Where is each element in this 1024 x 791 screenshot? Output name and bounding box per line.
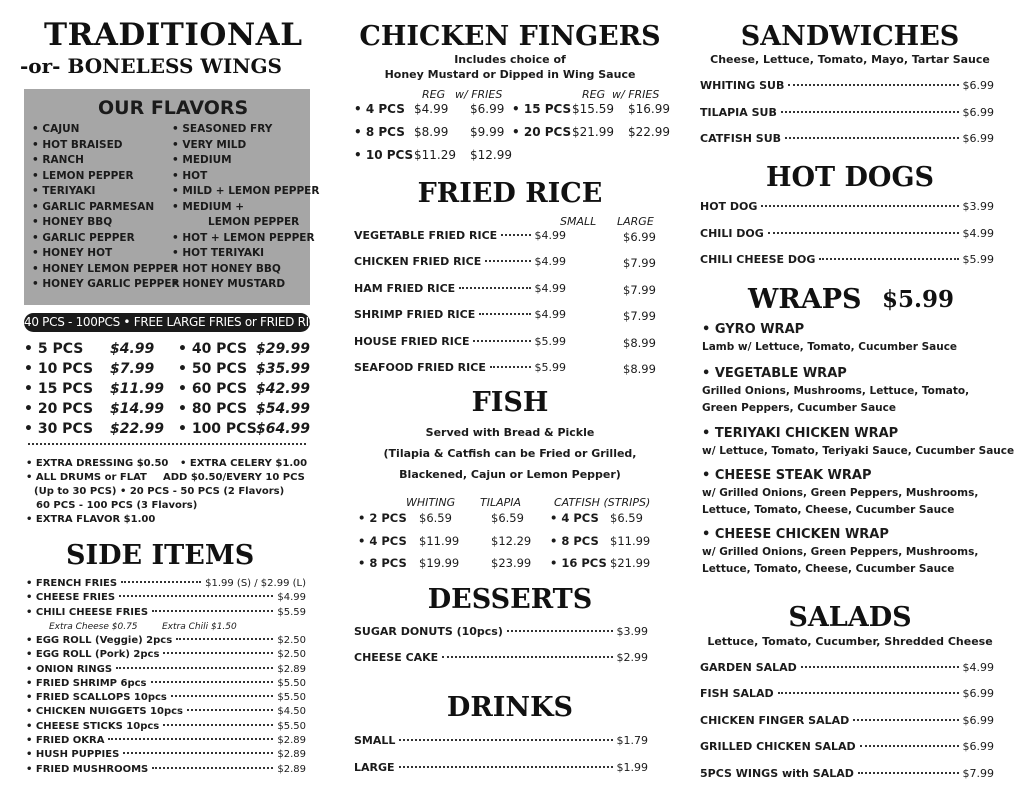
wing-size-price: $35.99 xyxy=(256,361,311,377)
rice-row xyxy=(354,255,566,268)
fingers-fries: $16.99 xyxy=(628,102,670,116)
side-item-price: $5.50 xyxy=(277,720,306,732)
wing-size-price: $42.99 xyxy=(256,381,311,397)
extra-cheese-note: Extra Cheese $0.75 xyxy=(49,622,138,632)
sandwich-name: TILAPIA SUB xyxy=(700,105,777,119)
flavor-item: • HONEY LEMON PEPPER xyxy=(32,262,179,275)
dessert-leader xyxy=(442,656,612,658)
side-item-price: $1.99 (S) / $2.99 (L) xyxy=(205,578,306,589)
salad-leader xyxy=(853,719,958,721)
flavor-item: • LEMON PEPPER xyxy=(32,169,134,182)
rice-row xyxy=(354,308,566,321)
rice-leader xyxy=(459,287,530,289)
fish-sub2: (Tilapia & Catfish can be Fried or Grilled, xyxy=(383,447,637,460)
fingers-reg-head: REG xyxy=(422,88,446,101)
hot-dog-row xyxy=(700,253,994,266)
side-item-name: • EGG ROLL (Pork) 2pcs xyxy=(26,649,160,661)
rice-large-price: $7.99 xyxy=(623,309,656,324)
salads-sub: Lettuce, Tomato, Cucumber, Shredded Cheese xyxy=(707,635,993,648)
side-item-row xyxy=(26,649,306,660)
side-item-name: • FRIED OKRA xyxy=(26,735,105,746)
fish-catfish: $6.59 xyxy=(610,511,643,525)
fingers-sub1: Includes choice of xyxy=(454,53,566,66)
side-item-price: $5.59 xyxy=(277,606,306,618)
side-item-leader xyxy=(163,724,273,726)
flavor-item: • MILD + LEMON PEPPER xyxy=(172,185,320,197)
rice-name: VEGETABLE FRIED RICE xyxy=(354,229,498,242)
drink-name: SMALL xyxy=(354,734,396,747)
salad-row xyxy=(700,767,994,780)
salad-price: $4.99 xyxy=(962,661,994,674)
flavor-item: • HOT TERIYAKI xyxy=(172,247,264,259)
hot-dogs-title: HOT DOGS xyxy=(765,162,934,193)
fingers-fries: $6.99 xyxy=(470,102,505,116)
fingers-fries: $12.99 xyxy=(470,148,512,162)
side-item-price: $2.50 xyxy=(277,634,306,646)
side-item-name: • FRIED MUSHROOMS xyxy=(26,763,149,775)
side-item-row xyxy=(26,735,306,746)
wing-size-pcs: • 100 PCS xyxy=(178,421,257,437)
dessert-price: $2.99 xyxy=(616,651,648,664)
flavor-item: • SEASONED FRY xyxy=(172,123,273,135)
fish-sub1: Served with Bread & Pickle xyxy=(425,426,595,439)
rice-small-price: $4.99 xyxy=(534,308,566,322)
salad-leader xyxy=(801,666,959,668)
sandwich-row xyxy=(700,132,994,145)
rice-row xyxy=(354,229,566,242)
salad-price: $7.99 xyxy=(962,766,994,780)
hot-dog-name: HOT DOG xyxy=(700,200,758,213)
side-item-row xyxy=(26,592,306,603)
flavor-item: • GARLIC PEPPER xyxy=(32,231,135,244)
wing-size-pcs: • 60 PCS xyxy=(178,381,248,397)
desserts-title: DESSERTS xyxy=(427,584,593,615)
side-item-name: • HUSH PUPPIES xyxy=(26,749,120,761)
sandwich-name: WHITING SUB xyxy=(700,79,785,92)
flavor-rule-2: 60 PCS - 100 PCS (3 Flavors) xyxy=(36,500,198,511)
side-item-name: • FRIED SHRIMP 6pcs xyxy=(26,677,147,689)
flavor-item: • HOT HONEY BBQ xyxy=(172,262,281,275)
side-item-leader xyxy=(176,638,273,640)
rice-leader xyxy=(473,340,530,342)
side-item-row xyxy=(26,706,306,717)
wrap-name: • CHEESE CHICKEN WRAP xyxy=(702,527,889,542)
fingers-reg: $4.99 xyxy=(414,102,449,116)
rice-large-price: $7.99 xyxy=(623,282,656,297)
side-item-row xyxy=(26,764,306,775)
rice-leader xyxy=(485,260,530,262)
fish-pcs: • 4 PCS xyxy=(358,533,407,548)
flavor-item: • HONEY BBQ xyxy=(32,216,113,228)
extra-dressing: • EXTRA DRESSING $0.50 xyxy=(26,458,169,469)
salad-row xyxy=(700,714,994,727)
fish-whiting: $6.59 xyxy=(419,511,452,525)
drink-price: $1.79 xyxy=(616,734,648,747)
rice-small-price: $4.99 xyxy=(534,281,566,295)
salad-leader xyxy=(778,692,959,694)
wrap-desc: w/ Grilled Onions, Green Peppers, Mushrooms, xyxy=(702,487,979,499)
rice-row xyxy=(354,361,566,374)
sandwich-price: $6.99 xyxy=(962,132,994,145)
side-item-row xyxy=(26,578,306,589)
flavor-item: • GARLIC PARMESAN xyxy=(32,200,155,213)
side-item-row xyxy=(26,721,306,732)
flavor-item: • HOT BRAISED xyxy=(32,138,123,151)
hot-dog-price: $5.99 xyxy=(962,253,994,266)
fish-tilapia: $6.59 xyxy=(491,511,524,525)
wraps-price: $5.99 xyxy=(882,286,955,313)
hot-dog-price: $4.99 xyxy=(962,226,994,240)
rice-name: HAM FRIED RICE xyxy=(354,281,456,295)
fingers-pcs: • 15 PCS xyxy=(512,102,572,116)
side-item-leader xyxy=(119,595,273,597)
fried-rice-title: FRIED RICE xyxy=(417,178,603,209)
side-item-price: $2.89 xyxy=(277,735,306,746)
wrap-desc: w/ Lettuce, Tomato, Teriyaki Sauce, Cucumber Sauce xyxy=(702,445,1015,457)
wing-size-pcs: • 40 PCS xyxy=(178,341,248,357)
side-item-leader xyxy=(152,767,273,769)
wraps-title: WRAPS xyxy=(748,284,862,315)
wings-column xyxy=(0,0,335,791)
wrap-name: • CHEESE STEAK WRAP xyxy=(702,468,872,483)
rice-row xyxy=(354,282,566,295)
drink-leader xyxy=(399,739,612,741)
rice-small-price: $4.99 xyxy=(534,255,566,269)
rice-large-price: $6.99 xyxy=(623,230,656,244)
side-item-name: • CHEESE FRIES xyxy=(26,592,116,604)
side-item-leader xyxy=(152,610,273,612)
side-item-name: • FRENCH FRIES xyxy=(26,578,118,589)
rice-small-price: $5.99 xyxy=(534,361,566,374)
wing-size-pcs: • 5 PCS xyxy=(24,341,84,357)
flavor-item: • HOT + LEMON PEPPER xyxy=(172,231,315,244)
drink-row xyxy=(354,761,648,774)
dessert-name: SUGAR DONUTS (10pcs) xyxy=(354,625,503,638)
side-item-name: • FRIED SCALLOPS 10pcs xyxy=(26,692,167,704)
rice-leader xyxy=(490,366,531,368)
dessert-row xyxy=(354,625,648,638)
salad-leader xyxy=(860,745,959,747)
side-item-price: $2.89 xyxy=(277,749,306,761)
salad-leader xyxy=(858,772,959,774)
side-item-price: $4.50 xyxy=(277,706,306,718)
drink-row xyxy=(354,734,648,747)
wrap-name: • GYRO WRAP xyxy=(702,322,805,337)
fingers-pcs: • 10 PCS xyxy=(354,148,414,162)
rice-row xyxy=(354,335,566,348)
side-item-row xyxy=(26,692,306,703)
wing-size-price: $64.99 xyxy=(256,421,311,437)
wing-size-price: $14.99 xyxy=(110,401,165,417)
wrap-desc: w/ Grilled Onions, Green Peppers, Mushrooms, xyxy=(702,546,979,558)
wing-size-price: $11.99 xyxy=(110,381,165,397)
side-item-leader xyxy=(121,581,201,583)
fish-catfish-pcs: • 4 PCS xyxy=(550,511,599,525)
wing-size-pcs: • 30 PCS xyxy=(24,421,94,437)
wing-size-price: $29.99 xyxy=(256,341,311,357)
wrap-desc: Lamb w/ Lettuce, Tomato, Cucumber Sauce xyxy=(702,341,958,353)
side-item-name: • CHICKEN NUIGGETS 10pcs xyxy=(26,706,183,718)
fingers-pcs: • 8 PCS xyxy=(354,125,405,139)
wrap-name: • TERIYAKI CHICKEN WRAP xyxy=(702,426,899,441)
fish-catfish-pcs: • 16 PCS xyxy=(550,556,607,570)
hot-dog-price: $3.99 xyxy=(962,200,994,213)
drink-leader xyxy=(399,766,613,768)
promo-banner: 40 PCS - 100PCS • FREE LARGE FRIES or FRIED RICE xyxy=(24,313,310,332)
middle-column xyxy=(340,0,680,791)
sandwich-leader xyxy=(785,137,958,139)
flavor-item: • RANCH xyxy=(32,154,84,166)
hot-dog-leader xyxy=(761,205,958,207)
rice-large-price: $7.99 xyxy=(623,256,656,271)
rice-name: SEAFOOD FRIED RICE xyxy=(354,361,486,374)
fish-pcs: • 8 PCS xyxy=(358,556,407,570)
rice-leader xyxy=(501,234,530,236)
rice-large-price: $8.99 xyxy=(623,335,656,350)
dessert-name: CHEESE CAKE xyxy=(354,651,439,664)
wing-size-pcs: • 20 PCS xyxy=(24,401,94,417)
flavor-item: • HONEY MUSTARD xyxy=(172,278,286,290)
fingers-fries-head: w/ FRIES xyxy=(455,88,503,101)
side-item-row xyxy=(26,635,306,646)
wings-subtitle: -or- BONELESS WINGS xyxy=(20,54,283,78)
fish-catfish: $21.99 xyxy=(610,556,651,570)
rice-small-price: $4.99 xyxy=(534,229,566,242)
wings-title: TRADITIONAL xyxy=(44,17,303,53)
fish-tilapia: $12.29 xyxy=(491,533,532,548)
fingers-fries-head-2: w/ FRIES xyxy=(612,88,660,101)
salad-row xyxy=(700,687,994,700)
rice-name: HOUSE FRIED RICE xyxy=(354,334,470,348)
wing-size-pcs: • 15 PCS xyxy=(24,381,94,397)
sandwich-leader xyxy=(781,111,959,113)
flavor-item: • CAJUN xyxy=(32,123,80,135)
hot-dog-row xyxy=(700,227,994,240)
side-item-row xyxy=(26,678,306,689)
side-item-name: • EGG ROLL (Veggie) 2pcs xyxy=(26,634,173,646)
wing-size-price: $22.99 xyxy=(110,421,165,437)
wing-size-price: $4.99 xyxy=(110,341,155,357)
sandwich-price: $6.99 xyxy=(962,105,994,119)
fish-whiting: $19.99 xyxy=(419,556,460,570)
fingers-fries: $22.99 xyxy=(628,125,670,139)
salad-name: CHICKEN FINGER SALAD xyxy=(700,713,850,727)
side-item-price: $2.89 xyxy=(277,763,306,775)
flavor-item: • HONEY GARLIC PEPPER xyxy=(32,278,180,290)
fingers-pcs: • 20 PCS xyxy=(512,125,572,139)
sandwiches-title: SANDWICHES xyxy=(740,21,960,52)
fingers-reg: $8.99 xyxy=(414,125,449,139)
fish-catfish-pcs: • 8 PCS xyxy=(550,533,599,548)
hot-dog-row xyxy=(700,200,994,213)
hot-dog-name: CHILI DOG xyxy=(700,226,764,240)
salad-row xyxy=(700,661,994,674)
wing-size-pcs: • 10 PCS xyxy=(24,361,94,377)
drinks-title: DRINKS xyxy=(446,692,574,723)
rice-name: SHRIMP FRIED RICE xyxy=(354,308,476,322)
side-item-leader xyxy=(163,652,273,654)
side-item-price: $5.50 xyxy=(277,677,306,689)
fingers-reg: $15.59 xyxy=(572,102,614,116)
wrap-desc: Green Peppers, Cucumber Sauce xyxy=(702,401,896,414)
fish-tilapia: $23.99 xyxy=(491,556,532,570)
fingers-reg: $11.29 xyxy=(414,148,456,162)
sandwich-row xyxy=(700,106,994,119)
salad-name: GRILLED CHICKEN SALAD xyxy=(700,740,856,754)
fingers-fries: $9.99 xyxy=(470,125,505,139)
side-items-title: SIDE ITEMS xyxy=(66,540,255,571)
flavor-item: • VERY MILD xyxy=(172,138,247,151)
wing-size-pcs: • 80 PCS xyxy=(178,401,248,417)
sandwich-price: $6.99 xyxy=(962,79,994,92)
salad-price: $6.99 xyxy=(962,740,994,754)
flavor-item: • MEDIUM xyxy=(172,154,232,166)
fingers-sub2: Honey Mustard or Dipped in Wing Sauce xyxy=(384,68,636,81)
side-item-leader xyxy=(171,695,273,697)
rice-small-price: $5.99 xyxy=(534,334,566,348)
fish-tilapia-head: TILAPIA xyxy=(480,496,522,509)
fish-whiting: $11.99 xyxy=(419,533,460,548)
right-column xyxy=(690,0,1024,791)
flavor-item: • MEDIUM + xyxy=(172,200,245,213)
flavor-item: • HONEY HOT xyxy=(32,247,113,259)
hot-dog-name: CHILI CHEESE DOG xyxy=(700,253,816,266)
wrap-desc: Lettuce, Tomato, Cheese, Cucumber Sauce xyxy=(702,562,955,575)
fish-pcs: • 2 PCS xyxy=(358,511,407,525)
rice-leader xyxy=(479,313,530,315)
salad-name: 5PCS WINGS with SALAD xyxy=(700,766,854,780)
fish-catfish-head: CATFISH (STRIPS) xyxy=(554,496,651,509)
wrap-desc: Grilled Onions, Mushrooms, Lettuce, Tomato, xyxy=(702,385,970,397)
dessert-price: $3.99 xyxy=(616,625,648,638)
side-item-price: $5.50 xyxy=(277,692,306,704)
side-item-row xyxy=(26,664,306,675)
wing-size-price: $7.99 xyxy=(110,361,155,377)
side-item-leader xyxy=(123,752,273,754)
side-item-name: • ONION RINGS xyxy=(26,663,113,675)
sandwich-name: CATFISH SUB xyxy=(700,132,782,145)
salads-title: SALADS xyxy=(788,602,912,633)
rice-large-price: $8.99 xyxy=(623,362,656,376)
fish-whiting-head: WHITING xyxy=(406,496,456,509)
side-item-price: $4.99 xyxy=(277,592,306,604)
fish-catfish: $11.99 xyxy=(610,533,651,548)
wing-size-pcs: • 50 PCS xyxy=(178,361,248,377)
side-item-leader xyxy=(187,709,273,711)
side-item-name: • CHEESE STICKS 10pcs xyxy=(26,720,160,732)
side-item-price: $2.50 xyxy=(277,649,306,661)
side-item-name: • CHILI CHEESE FRIES xyxy=(26,606,149,618)
drink-name: LARGE xyxy=(354,761,395,774)
salad-name: FISH SALAD xyxy=(700,687,774,701)
flavors-title: OUR FLAVORS xyxy=(98,97,249,119)
flavor-item: • HOT xyxy=(172,169,208,182)
side-item-price: $2.89 xyxy=(277,663,306,675)
salad-price: $6.99 xyxy=(962,687,994,701)
wing-size-price: $54.99 xyxy=(256,401,311,417)
extra-celery: • EXTRA CELERY $1.00 xyxy=(180,458,308,469)
drink-price: $1.99 xyxy=(616,761,648,774)
fingers-reg: $21.99 xyxy=(572,125,614,139)
salad-price: $6.99 xyxy=(962,713,994,727)
fish-title: FISH xyxy=(471,387,549,418)
extra-flavor: • EXTRA FLAVOR $1.00 xyxy=(26,514,156,525)
wrap-desc: Lettuce, Tomato, Cheese, Cucumber Sauce xyxy=(702,503,955,516)
wrap-name: • VEGETABLE WRAP xyxy=(702,366,847,381)
add-per-ten: ADD $0.50/EVERY 10 PCS xyxy=(163,472,305,483)
chicken-fingers-title: CHICKEN FINGERS xyxy=(359,21,661,52)
side-item-leader xyxy=(116,667,273,669)
salad-row xyxy=(700,740,994,753)
wing-divider xyxy=(28,443,306,445)
flavor-rule-1: (Up to 30 PCS) • 20 PCS - 50 PCS (2 Flavors) xyxy=(34,486,285,497)
hot-dog-leader xyxy=(768,232,959,234)
salad-name: GARDEN SALAD xyxy=(700,661,797,674)
fish-sub3: Blackened, Cajun or Lemon Pepper) xyxy=(399,468,621,481)
extra-chili-note: Extra Chili $1.50 xyxy=(162,622,237,632)
rice-name: CHICKEN FRIED RICE xyxy=(354,255,482,269)
fingers-reg-head-2: REG xyxy=(582,88,606,101)
side-item-leader xyxy=(151,681,274,683)
flavors-box xyxy=(24,89,320,305)
sandwiches-sub: Cheese, Lettuce, Tomato, Mayo, Tartar Sauce xyxy=(710,53,990,66)
flavor-item: LEMON PEPPER xyxy=(208,216,300,228)
flavor-item: • TERIYAKI xyxy=(32,185,96,197)
dessert-row xyxy=(354,651,648,664)
side-item-row xyxy=(26,749,306,760)
dessert-leader xyxy=(507,630,613,632)
side-item-row xyxy=(26,607,306,618)
all-drums: • ALL DRUMS or FLAT xyxy=(26,472,147,483)
sandwich-leader xyxy=(788,84,958,86)
hot-dog-leader xyxy=(819,258,958,260)
rice-small-head: SMALL xyxy=(560,215,597,228)
sandwich-row xyxy=(700,79,994,92)
fingers-pcs: • 4 PCS xyxy=(354,102,405,116)
rice-large-head: LARGE xyxy=(617,215,654,228)
side-item-leader xyxy=(108,738,273,740)
